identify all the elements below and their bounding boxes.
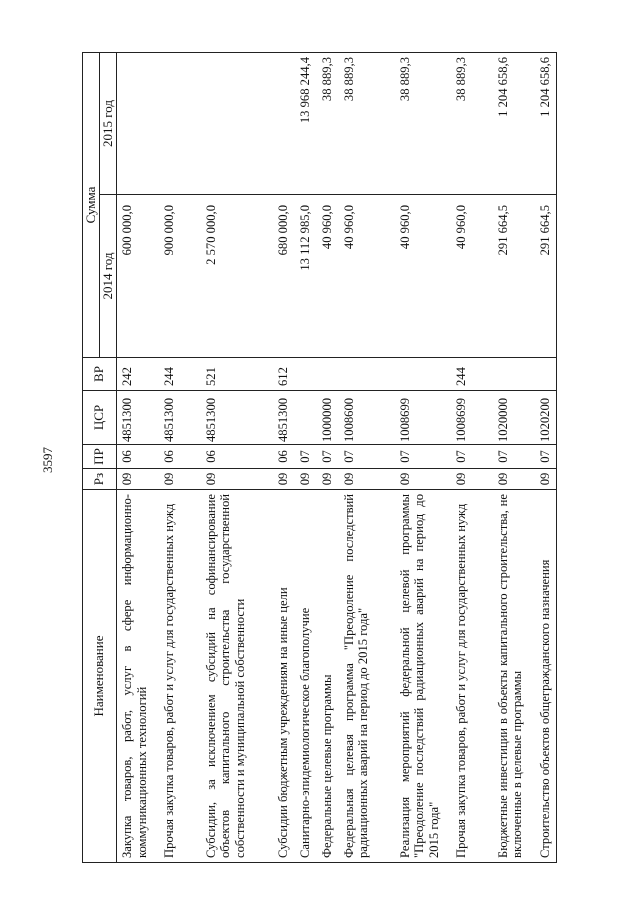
- header-rz: Рз: [83, 469, 117, 490]
- row-pr: 07: [317, 445, 339, 469]
- row-vr: [317, 358, 339, 391]
- row-pr: 07: [493, 445, 535, 469]
- row-csr: 1008699: [395, 391, 451, 445]
- row-name: Реализация мероприятий федеральной целевой программы "Преодоление последствий радиационных аварий на период до 2015 года": [395, 490, 451, 863]
- row-pr: 06: [273, 445, 295, 469]
- row-2015: 38 889,3: [317, 53, 339, 195]
- row-2015: [273, 53, 295, 195]
- header-pr: ПР: [83, 445, 117, 469]
- row-pr: 07: [535, 445, 557, 469]
- row-2014: 291 664,5: [493, 195, 535, 358]
- header-vr: ВР: [83, 358, 117, 391]
- table-row: [159, 53, 201, 863]
- header-csr: ЦСР: [83, 391, 117, 445]
- row-csr: 4851300: [159, 391, 201, 445]
- row-2015: 13 968 244,4: [295, 53, 317, 195]
- row-rz: 09: [159, 469, 201, 490]
- row-pr: 06: [159, 445, 201, 469]
- row-2015: [117, 53, 159, 195]
- row-2014: 680 000,0: [273, 195, 295, 358]
- header-name: Наименование: [83, 490, 117, 863]
- row-rz: 09: [493, 469, 535, 490]
- row-name: Санитарно-эпидемиологическое благополучие: [295, 490, 317, 863]
- table-row: [273, 53, 295, 863]
- row-2014: 2 570 000,0: [201, 195, 273, 358]
- page-number: [36, 440, 60, 480]
- row-rz: 09: [395, 469, 451, 490]
- row-name: Прочая закупка товаров, работ и услуг для государственных нужд: [159, 490, 201, 863]
- row-name: Строительство объектов общегражданского назначения: [535, 490, 557, 863]
- row-vr: 521: [201, 358, 273, 391]
- row-vr: [493, 358, 535, 391]
- row-vr: [339, 358, 395, 391]
- row-rz: 09: [273, 469, 295, 490]
- table-row: [201, 53, 273, 863]
- row-pr: 07: [339, 445, 395, 469]
- row-rz: 09: [339, 469, 395, 490]
- row-csr: 1008600: [339, 391, 395, 445]
- budget-table: [82, 52, 557, 863]
- row-name: Субсидии бюджетным учреждениям на иные цели: [273, 490, 295, 863]
- row-vr: [395, 358, 451, 391]
- row-2015: 38 889,3: [451, 53, 493, 195]
- row-vr: 244: [451, 358, 493, 391]
- row-vr: [535, 358, 557, 391]
- row-pr: 06: [201, 445, 273, 469]
- row-2014: 40 960,0: [451, 195, 493, 358]
- row-2015: 1 204 658,6: [535, 53, 557, 195]
- row-pr: 07: [295, 445, 317, 469]
- row-2014: 13 112 985,0: [295, 195, 317, 358]
- row-name: Бюджетные инвестиции в объекты капитального строительства, не включенные в целевые программы: [493, 490, 535, 863]
- row-vr: [295, 358, 317, 391]
- table-row: [451, 53, 493, 863]
- table-row: [117, 53, 159, 863]
- row-2014: 40 960,0: [395, 195, 451, 358]
- row-pr: 07: [451, 445, 493, 469]
- row-rz: 09: [535, 469, 557, 490]
- row-vr: 244: [159, 358, 201, 391]
- header-year-2014: 2014 год: [100, 195, 117, 358]
- table-row: [535, 53, 557, 863]
- row-2014: 291 664,5: [535, 195, 557, 358]
- row-csr: 4851300: [201, 391, 273, 445]
- row-csr: [295, 391, 317, 445]
- header-sum: Сумма: [83, 53, 100, 358]
- row-2014: 600 000,0: [117, 195, 159, 358]
- row-pr: 06: [117, 445, 159, 469]
- row-rz: 09: [201, 469, 273, 490]
- row-pr: 07: [395, 445, 451, 469]
- row-2015: [159, 53, 201, 195]
- row-csr: 1008699: [451, 391, 493, 445]
- row-2015: [201, 53, 273, 195]
- budget-table-container: [82, 53, 602, 863]
- table-row: [395, 53, 451, 863]
- row-vr: 612: [273, 358, 295, 391]
- row-name: Федеральная целевая программа "Преодоление последствий радиационных аварий на период до 2015 года": [339, 490, 395, 863]
- row-name: Федеральные целевые программы: [317, 490, 339, 863]
- row-vr: 242: [117, 358, 159, 391]
- row-name: Закупка товаров, работ, услуг в сфере информационно-коммуникационных технологий: [117, 490, 159, 863]
- row-2014: 40 960,0: [339, 195, 395, 358]
- row-csr: 1020200: [535, 391, 557, 445]
- row-2014: 900 000,0: [159, 195, 201, 358]
- header-year-2015: 2015 год: [100, 53, 117, 195]
- row-csr: 4851300: [117, 391, 159, 445]
- row-csr: 1000000: [317, 391, 339, 445]
- row-2014: 40 960,0: [317, 195, 339, 358]
- table-row: [493, 53, 535, 863]
- table-row: [295, 53, 317, 863]
- row-csr: 4851300: [273, 391, 295, 445]
- row-csr: 1020000: [493, 391, 535, 445]
- row-name: Субсидии, за исключением субсидий на софинансирование объектов капитального строительства государственной собственности и муниципальной собственности: [201, 490, 273, 863]
- row-2015: 1 204 658,6: [493, 53, 535, 195]
- table-row: [317, 53, 339, 863]
- row-rz: 09: [451, 469, 493, 490]
- page-number-text: 3597: [40, 447, 55, 473]
- row-2015: 38 889,3: [395, 53, 451, 195]
- row-name: Прочая закупка товаров, работ и услуг для государственных нужд: [451, 490, 493, 863]
- row-2015: 38 889,3: [339, 53, 395, 195]
- row-rz: 09: [295, 469, 317, 490]
- table-row: [339, 53, 395, 863]
- row-rz: 09: [117, 469, 159, 490]
- row-rz: 09: [317, 469, 339, 490]
